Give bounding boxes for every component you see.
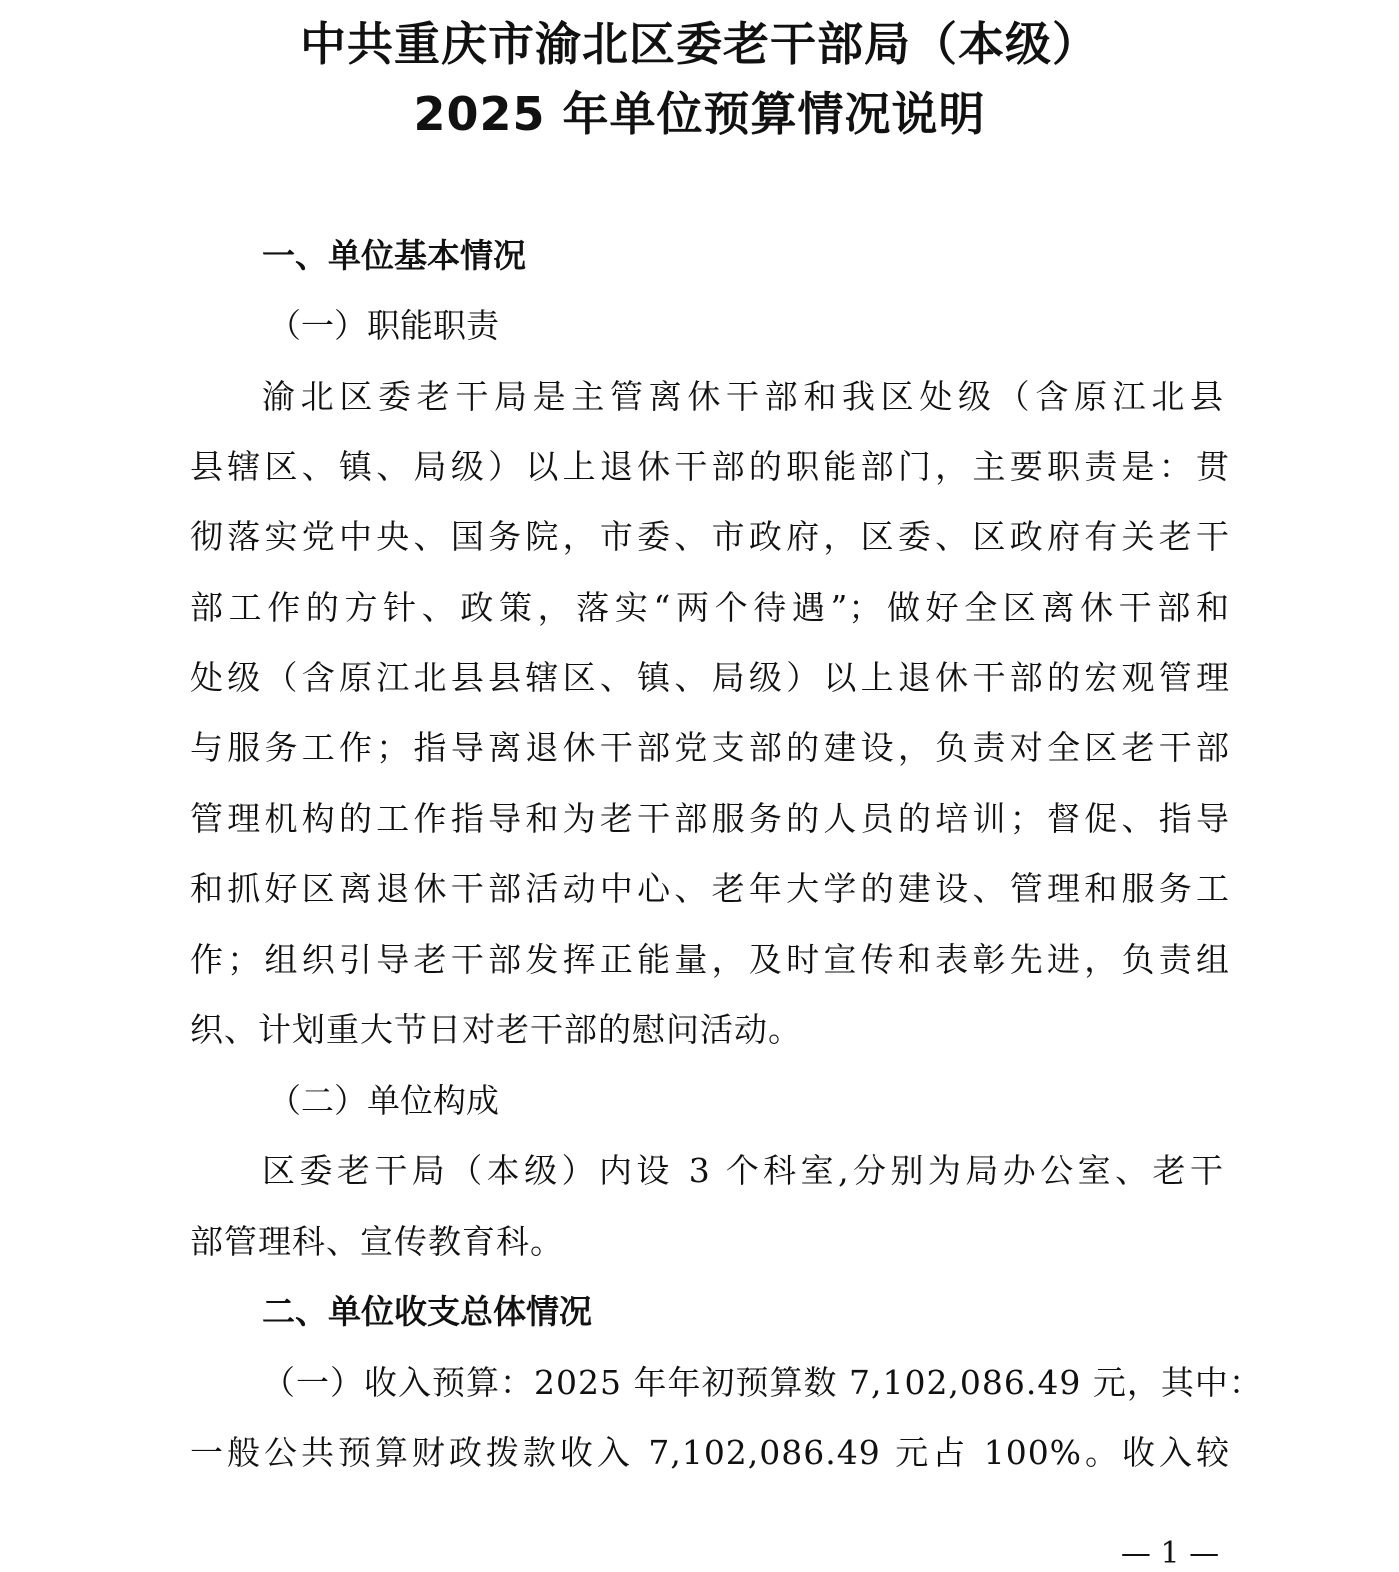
- paragraph-line: 部工作的方针、政策，落实“两个待遇”；做好全区离休干部和: [190, 588, 1230, 627]
- paragraph-line: 织、计划重大节日对老干部的慰问活动。: [190, 1010, 802, 1049]
- paragraph-line: 与服务工作；指导离退休干部党支部的建设，负责对全区老干部: [190, 728, 1230, 767]
- subheading-functions: （一）职能职责: [268, 306, 499, 345]
- page-number: — 1 —: [1120, 1536, 1220, 1571]
- document-title-line-2: 2025 年单位预算情况说明: [413, 87, 986, 141]
- document-title-line-1: 中共重庆市渝北区委老干部局（本级）: [300, 17, 1099, 71]
- paragraph-line: 区委老干局（本级）内设 3 个科室,分别为局办公室、老干: [262, 1151, 1224, 1190]
- paragraph-line: 和抓好区离退休干部活动中心、老年大学的建设、管理和服务工: [190, 869, 1230, 908]
- paragraph-line: 彻落实党中央、国务院，市委、市政府，区委、区政府有关老干: [190, 517, 1230, 556]
- paragraph-line: 管理机构的工作指导和为老干部服务的人员的培训；督促、指导: [190, 799, 1230, 838]
- paragraph-line: 一般公共预算财政拨款收入 7,102,086.49 元占 100%。收入较: [190, 1433, 1230, 1472]
- paragraph-line: 县辖区、镇、局级）以上退休干部的职能部门，主要职责是：贯: [190, 447, 1230, 486]
- subheading-composition: （二）单位构成: [268, 1081, 499, 1120]
- paragraph-line: 渝北区委老干局是主管离休干部和我区处级（含原江北县: [262, 377, 1224, 416]
- paragraph-line: 作；组织引导老干部发挥正能量，及时宣传和表彰先进，负责组: [190, 940, 1230, 979]
- section-heading-income-expense: 二、单位收支总体情况: [262, 1292, 592, 1331]
- paragraph-line: 部管理科、宣传教育科。: [190, 1222, 564, 1261]
- section-heading-basic-info: 一、单位基本情况: [262, 236, 526, 275]
- paragraph-line: 处级（含原江北县县辖区、镇、局级）以上退休干部的宏观管理: [190, 658, 1230, 697]
- paragraph-line: （一）收入预算：2025 年年初预算数 7,102,086.49 元，其中：: [262, 1363, 1263, 1402]
